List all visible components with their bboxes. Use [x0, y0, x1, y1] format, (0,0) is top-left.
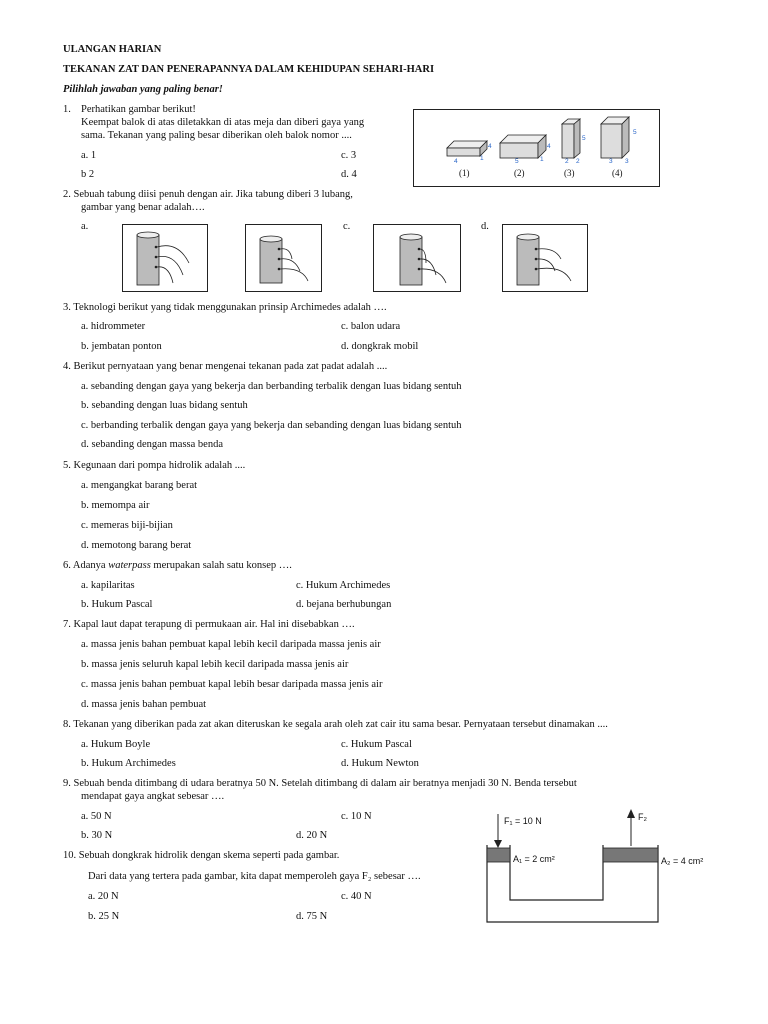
q1-dim: 1 — [540, 156, 544, 163]
instruction: Pilihlah jawaban yang paling benar! — [63, 84, 223, 95]
q9-option-c[interactable]: c. 10 N — [341, 811, 372, 822]
tube-icon — [123, 225, 207, 291]
block-label-1: (1) — [459, 168, 470, 178]
q4-stem: 4. Berikut pernyataan yang benar mengenai tekanan pada zat padat adalah .... — [63, 361, 388, 372]
block-label-4: (4) — [612, 168, 623, 178]
q1-dim: 2 — [565, 158, 569, 165]
q10-option-d[interactable]: d. 75 N — [296, 911, 328, 922]
q2-line2: gambar yang benar adalah…. — [81, 202, 205, 213]
q6-option-a[interactable]: a. kapilaritas — [81, 580, 135, 591]
q1-dim: 3 — [609, 158, 613, 165]
small-piston — [487, 848, 510, 862]
q1-number: 1. — [63, 104, 71, 115]
q1-dim: 4 — [547, 143, 551, 150]
block-label-3: (3) — [564, 168, 575, 178]
f2-label: F₂ — [638, 812, 647, 822]
q5-stem: 5. Kegunaan dari pompa hidrolik adalah .... — [63, 460, 246, 471]
q3-stem: 3. Teknologi berikut yang tidak menggunakan prinsip Archimedes adalah …. — [63, 302, 387, 313]
q1-option-b[interactable]: b 2 — [81, 169, 95, 180]
q1-dim: 5 — [515, 158, 519, 165]
q1-line2: Keempat balok di atas diletakkan di atas meja dan diberi gaya yang — [81, 117, 365, 128]
q2-option-c-label[interactable]: c. — [343, 221, 351, 232]
blocks-diagram — [414, 110, 659, 186]
page-subtitle: TEKANAN ZAT DAN PENERAPANNYA DALAM KEHIDUPAN SEHARI-HARI — [63, 64, 435, 75]
q7-option-c[interactable]: c. massa jenis bahan pembuat kapal lebih besar daripada massa jenis air — [81, 679, 383, 690]
q2-option-d-label[interactable]: d. — [481, 221, 489, 232]
q9-line2: mendapat gaya angkat sebesar …. — [81, 791, 225, 802]
q1-dim: 4 — [488, 143, 492, 150]
block-2 — [500, 135, 546, 158]
q1-dim: 1 — [480, 155, 484, 162]
q7-option-b[interactable]: b. massa jenis seluruh kapal lebih kecil daripada massa jenis air — [81, 659, 349, 670]
q10-option-c[interactable]: c. 40 N — [341, 891, 372, 902]
q2-option-a-label[interactable]: a. — [81, 221, 89, 232]
block-1 — [447, 141, 487, 156]
q1-option-a[interactable]: a. 1 — [81, 150, 97, 161]
q1-option-c[interactable]: c. 3 — [341, 150, 357, 161]
q1-figure — [413, 109, 660, 187]
q7-option-d[interactable]: d. massa jenis bahan pembuat — [81, 699, 207, 710]
q4-option-a[interactable]: a. sebanding dengan gaya yang bekerja dan berbanding terbalik dengan luas bidang sentuh — [81, 381, 462, 392]
q6-option-d[interactable]: d. bejana berhubungan — [296, 599, 392, 610]
tube-icon — [246, 225, 321, 291]
q4-option-b[interactable]: b. sebanding dengan luas bidang sentuh — [81, 400, 248, 411]
q3-option-c[interactable]: c. balon udara — [341, 321, 401, 332]
q4-option-d[interactable]: d. sebanding dengan massa benda — [81, 439, 224, 450]
q6-stem — [63, 559, 292, 572]
q1-dim: 4 — [454, 158, 458, 165]
q4-option-c[interactable]: c. berbanding terbalik dengan gaya yang bekerja dan sebanding dengan luas bidang sentuh — [81, 420, 462, 431]
q9-line1: 9. Sebuah benda ditimbang di udara beratnya 50 N. Setelah ditimbang di dalam air beratnya menjadi 30 N. Benda tersebut — [63, 778, 577, 789]
q6-stem-term: waterpass — [108, 560, 151, 571]
q3-option-b[interactable]: b. jembatan ponton — [81, 341, 162, 352]
q2-option-a-figure[interactable] — [122, 224, 208, 292]
q8-option-a[interactable]: a. Hukum Boyle — [81, 739, 151, 750]
q1-dim: 3 — [625, 158, 629, 165]
q8-option-c[interactable]: c. Hukum Pascal — [341, 739, 412, 750]
a1-label: A₁ = 2 cm² — [513, 854, 555, 864]
large-piston — [603, 848, 658, 862]
q5-option-a[interactable]: a. mengangkat barang berat — [81, 480, 198, 491]
q5-option-b[interactable]: b. memompa air — [81, 500, 150, 511]
block-label-2: (2) — [514, 168, 525, 178]
q2-line1: 2. Sebuah tabung diisi penuh dengan air. Jika tabung diberi 3 lubang, — [63, 189, 353, 200]
hydraulic-jack-diagram — [480, 800, 710, 928]
f1-label: F₁ = 10 N — [504, 816, 542, 826]
q10-option-b[interactable]: b. 25 N — [88, 911, 120, 922]
q2-option-b-figure[interactable] — [245, 224, 322, 292]
q1-option-d[interactable]: d. 4 — [341, 169, 357, 180]
q1-dim: 5 — [582, 135, 586, 142]
block-4 — [601, 117, 629, 158]
q6-stem-post: merupakan salah satu konsep …. — [150, 560, 292, 571]
a2-label: A₂ = 4 cm² — [661, 856, 704, 866]
q6-option-c[interactable]: c. Hukum Archimedes — [296, 580, 391, 591]
page-title: ULANGAN HARIAN — [63, 44, 162, 55]
q6-option-b[interactable]: b. Hukum Pascal — [81, 599, 153, 610]
q8-stem: 8. Tekanan yang diberikan pada zat akan diteruskan ke segala arah oleh zat cair itu sama besar. Pernyataan tersebut dinamakan .... — [63, 719, 608, 730]
q9-option-d[interactable]: d. 20 N — [296, 830, 328, 841]
q5-option-c[interactable]: c. memeras biji-bijian — [81, 520, 173, 531]
q8-option-d[interactable]: d. Hukum Newton — [341, 758, 419, 769]
q10-line1: 10. Sebuah dongkrak hidrolik dengan skema seperti pada gambar. — [63, 850, 340, 861]
q1-dim: 5 — [633, 129, 637, 136]
q10-line2: Dari data yang tertera pada gambar, kita dapat memperoleh gaya F₂ sebesar …. — [88, 871, 421, 882]
q3-option-a[interactable]: a. hidrommeter — [81, 321, 146, 332]
q6-stem-pre: 6. Adanya — [63, 560, 109, 571]
tube-icon — [503, 225, 587, 291]
q2-option-c-figure[interactable] — [373, 224, 461, 292]
q1-line1: Perhatikan gambar berikut! — [81, 104, 196, 115]
block-3 — [562, 119, 580, 158]
q9-option-b[interactable]: b. 30 N — [81, 830, 113, 841]
q5-option-d[interactable]: d. memotong barang berat — [81, 540, 192, 551]
arrow-up-icon — [627, 809, 635, 818]
arrow-down-icon — [494, 840, 502, 848]
q2-option-d-figure[interactable] — [502, 224, 588, 292]
q9-option-a[interactable]: a. 50 N — [81, 811, 112, 822]
q1-dim: 2 — [576, 158, 580, 165]
q3-option-d[interactable]: d. dongkrak mobil — [341, 341, 419, 352]
q10-option-a[interactable]: a. 20 N — [88, 891, 119, 902]
q7-stem: 7. Kapal laut dapat terapung di permukaan air. Hal ini disebabkan …. — [63, 619, 355, 630]
q8-option-b[interactable]: b. Hukum Archimedes — [81, 758, 176, 769]
tube-icon — [374, 225, 460, 291]
q7-option-a[interactable]: a. massa jenis bahan pembuat kapal lebih kecil daripada massa jenis air — [81, 639, 381, 650]
q1-line3: sama. Tekanan yang paling besar diberikan oleh balok nomor .... — [81, 130, 352, 141]
